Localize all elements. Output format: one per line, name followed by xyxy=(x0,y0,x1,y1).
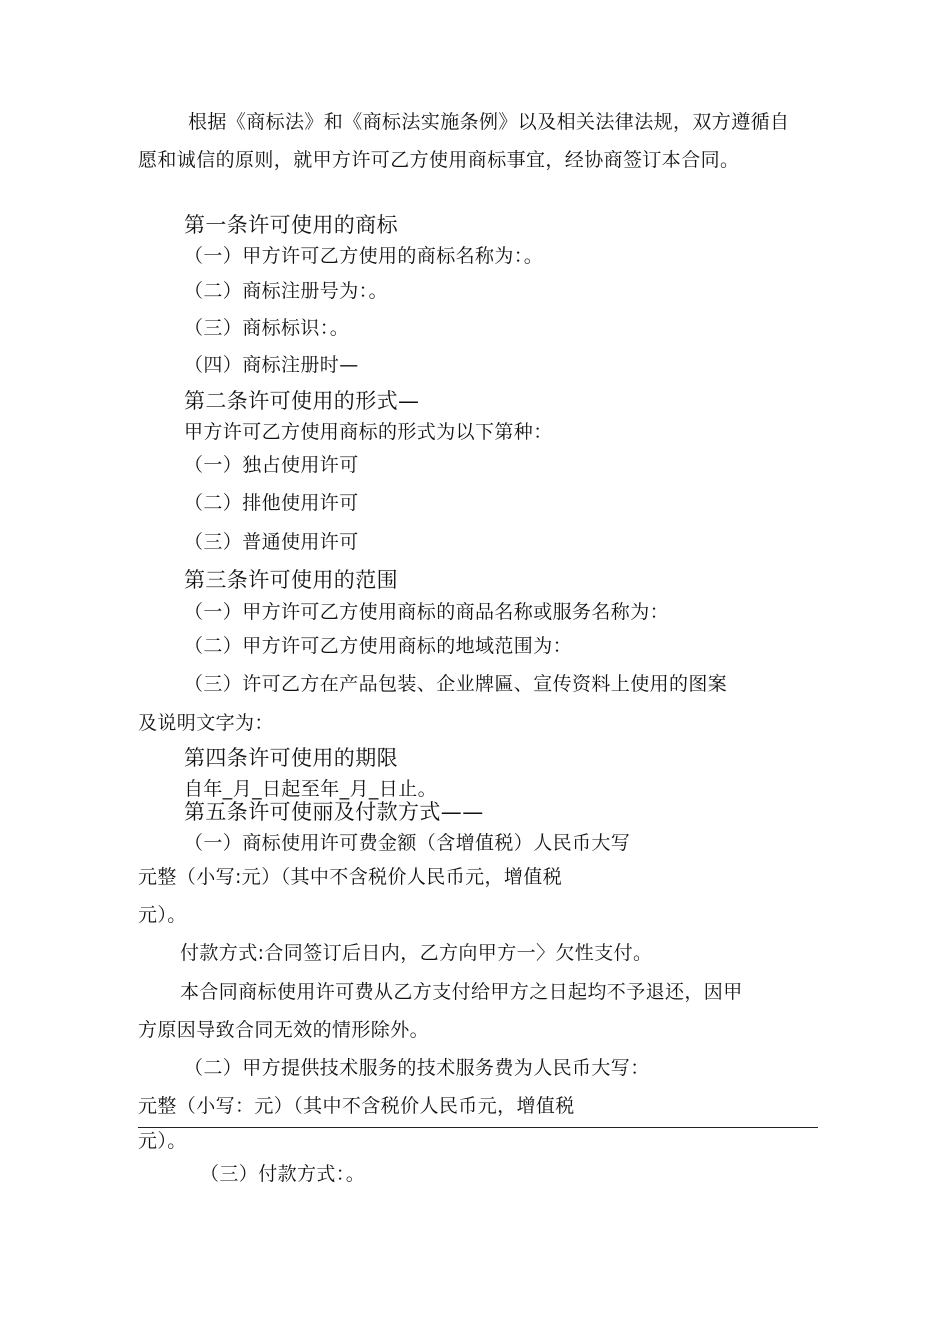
article-2-title: 第二条许可使用的形式— xyxy=(184,389,420,413)
article-2-item-3: （三）普通使用许可 xyxy=(184,531,359,553)
article-5-refund-line-2: 方原因导致合同无效的情形除外。 xyxy=(138,1019,430,1041)
article-5-p1-line-3: 元）。 xyxy=(138,904,187,926)
article-5-p1-line-2: 元整（小写:元）（其中不含税价人民币元，增值税 xyxy=(138,866,563,888)
article-2-lead: 甲方许可乙方使用商标的形式为以下第种： xyxy=(184,421,553,443)
intro-line-1: 根据《商标法》和《商标法实施条例》以及相关法律法规，双方遵循自 xyxy=(188,111,790,133)
article-5-p2-line-3: 元）。 xyxy=(138,1130,187,1152)
article-5-p2-line-1: （二）甲方提供技术服务的技术服务费为人民币大写： xyxy=(184,1057,650,1079)
intro-line-2: 愿和诚信的原则，就甲方许可乙方使用商标事宜，经协商签订本合同。 xyxy=(138,149,740,171)
article-2-item-1: （一）独占使用许可 xyxy=(184,454,359,476)
article-1-item-4: （四）商标注册时— xyxy=(184,354,359,376)
article-1-item-3: （三）商标标识：。 xyxy=(184,317,350,339)
article-5-p2-line-2: 元整（小写：元）（其中不含税价人民币元，增值税 xyxy=(138,1095,575,1117)
article-3-item-3: （三）许可乙方在产品包装、企业牌匾、宣传资料上使用的图案 xyxy=(184,673,728,695)
article-1-item-2: （二）商标注册号为：。 xyxy=(184,280,388,302)
article-3-item-2: （二）甲方许可乙方使用商标的地域范围为： xyxy=(184,635,573,657)
article-4-text: 自年_月_日起至年_月_日止。 xyxy=(184,778,438,800)
article-4-title: 第四条许可使用的期限 xyxy=(184,746,398,770)
article-3-title: 第三条许可使用的范围 xyxy=(184,568,398,592)
article-2-item-2: （二）排他使用许可 xyxy=(184,492,359,514)
article-1-title: 第一条许可使用的商标 xyxy=(184,213,398,237)
article-5-refund-line-1: 本合同商标使用许可费从乙方支付给甲方之日起均不予退还，因甲 xyxy=(180,981,743,1003)
article-5-p1-line-1: （一）商标使用许可费金额（含增值税）人民币大写 xyxy=(184,832,631,854)
article-5-p3: （三）付款方式：。 xyxy=(200,1163,366,1185)
article-5-title: 第五条许可使丽及付款方式—— xyxy=(184,800,484,824)
article-5-payment: 付款方式:合同签订后日内，乙方向甲方一〉欠性支付。 xyxy=(180,942,653,964)
article-3-item-1: （一）甲方许可乙方使用商标的商品名称或服务名称为： xyxy=(184,601,670,623)
article-1-item-1: （一）甲方许可乙方使用的商标名称为：。 xyxy=(184,245,544,267)
horizontal-rule xyxy=(138,1127,818,1128)
article-3-continuation: 及说明文字为： xyxy=(138,712,274,734)
